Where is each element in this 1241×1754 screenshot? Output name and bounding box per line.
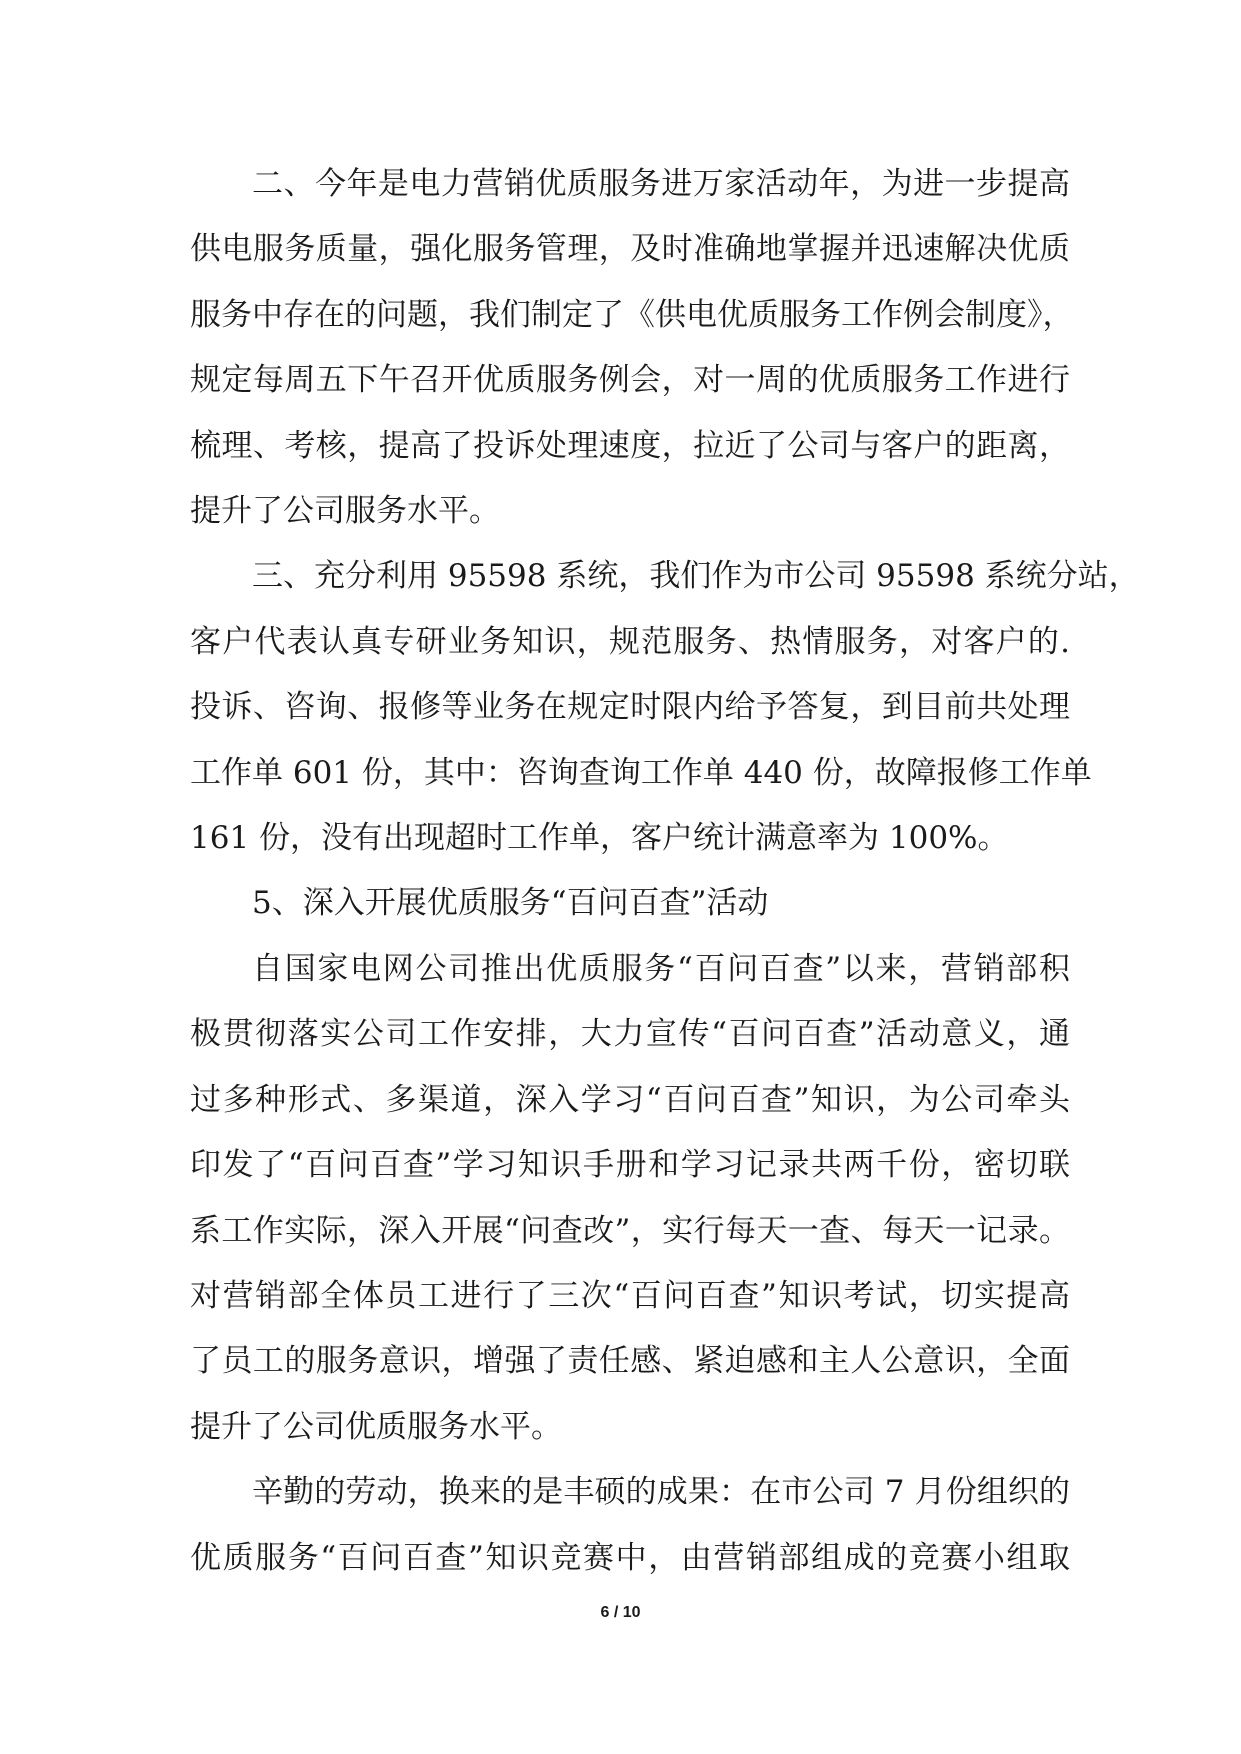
- text-line: 5、深入开展优质服务“百问百查”活动: [252, 885, 769, 922]
- text-line: 对营销部全体员工进行了三次“百问百查”知识考试，切实提高: [190, 1277, 1070, 1314]
- text-line: 规定每周五下午召开优质服务例会，对一周的优质服务工作进行: [190, 362, 1070, 399]
- text-line: 服务中存在的问题，我们制定了《供电优质服务工作例会制度》，: [190, 296, 1074, 333]
- paragraph-results: [190, 1460, 1070, 1591]
- paragraph-95598-system: [190, 544, 1140, 871]
- text-line: 自国家电网公司推出优质服务“百问百查”以来，营销部积: [252, 950, 1070, 987]
- text-line: 梳理、考核，提高了投诉处理速度，拉近了公司与客户的距离，: [190, 427, 1070, 464]
- text-line: 二、今年是电力营销优质服务进万家活动年，为进一步提高: [252, 166, 1070, 202]
- paragraph-service-meeting: [190, 152, 1074, 544]
- text-line: 极贯彻落实公司工作安排，大力宣传“百问百查”活动意义，通: [190, 1016, 1070, 1053]
- text-line: 印发了“百问百查”学习知识手册和学习记录共两千份，密切联: [190, 1147, 1070, 1184]
- text-line: 优质服务“百问百查”知识竞赛中，由营销部组成的竞赛小组取: [190, 1539, 1070, 1576]
- document-body: [190, 152, 1140, 1591]
- text-line: 161 份，没有出现超时工作单，客户统计满意率为 100%。: [190, 820, 1009, 857]
- section-heading-baiwen-baicha: [190, 871, 1070, 936]
- text-line: 投诉、咨询、报修等业务在规定时限内给予答复，到目前共处理: [190, 689, 1070, 726]
- text-line: 辛勤的劳动，换来的是丰硕的成果：在市公司 7 月份组织的: [252, 1474, 1070, 1511]
- text-line: 系工作实际，深入开展“问查改”，实行每天一查、每天一记录。: [190, 1212, 1070, 1249]
- page-number: 6 / 10: [600, 1604, 641, 1621]
- text-line: 提升了公司服务水平。: [190, 493, 500, 530]
- text-line: 工作单 601 份，其中：咨询查询工作单 440 份，故障报修工作单: [190, 754, 1092, 791]
- text-line: 客户代表认真专研业务知识，规范服务、热情服务，对客户的.: [190, 623, 1070, 660]
- text-line: 提升了公司优质服务水平。: [190, 1408, 562, 1445]
- text-line: 三、充分利用 95598 系统，我们作为市公司 95598 系统分站，: [252, 558, 1140, 595]
- text-line: 供电服务质量，强化服务管理，及时准确地掌握并迅速解决优质: [190, 231, 1070, 268]
- text-line: 过多种形式、多渠道，深入学习“百问百查”知识，为公司牵头: [190, 1081, 1070, 1118]
- text-line: 了员工的服务意识，增强了责任感、紧迫感和主人公意识，全面: [190, 1343, 1070, 1380]
- paragraph-baiwen-baicha: [190, 937, 1070, 1460]
